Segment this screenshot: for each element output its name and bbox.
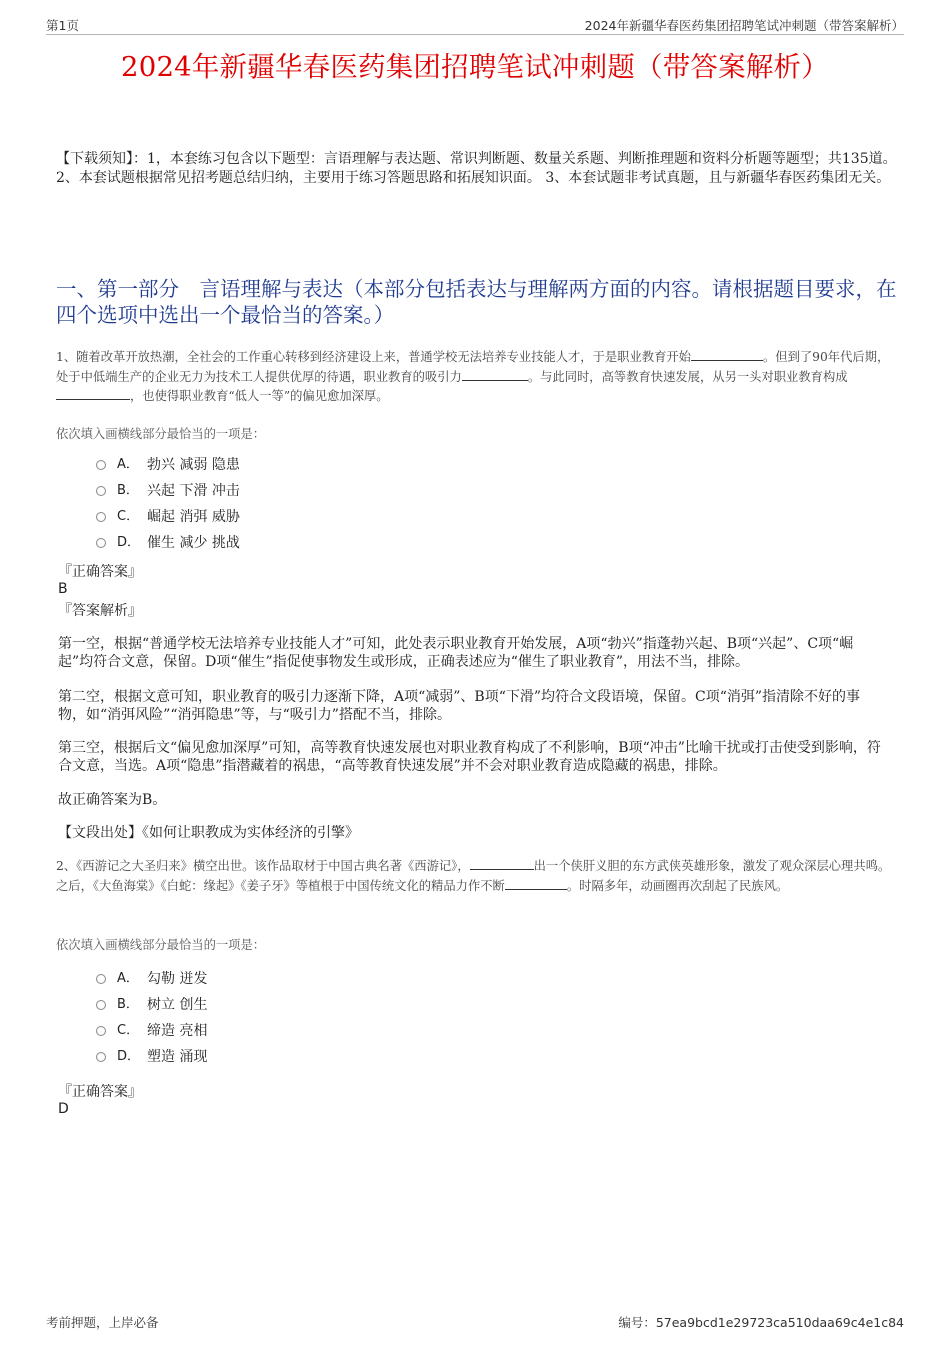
q1-analysis-para: 第三空，根据后文“偏见愈加深厚”可知，高等教育快速发展也对职业教育构成了不利影响，B项“冲击”比喻干扰或打击使受到影响，符合文意，当选。A项“隐患”指潜藏着的祸患，“高等教育快速发展”并不会对职业教育造成隐藏的祸患，排除。 — [58, 740, 881, 774]
q2-text-part1: 2、《西游记之大圣归来》横空出世。该作品取材于中国古典名著《西游记》， — [56, 859, 470, 873]
page-number: 第1页 — [46, 18, 79, 33]
q1-text-part1: 1、随着改革开放热潮，全社会的工作重心转移到经济建设上来，普通学校无法培养专业技能人才，于是职业教育开始 — [56, 350, 691, 364]
blank-line — [505, 877, 567, 890]
q2-options — [96, 966, 207, 1070]
question-1-stem — [56, 348, 901, 407]
blank-line — [56, 387, 130, 400]
q1-option-d[interactable] — [96, 530, 240, 556]
option-letter: D． — [117, 535, 141, 550]
header-doc-title: 2024年新疆华春医药集团招聘笔试冲刺题（带答案解析） — [584, 18, 904, 33]
option-text: 勃兴 减弱 隐患 — [147, 457, 240, 473]
code-value: 57ea9bcd1e29723ca510daa69c4e1c84 — [655, 1315, 904, 1330]
option-text: 兴起 下滑 冲击 — [147, 483, 240, 499]
radio-icon[interactable] — [96, 486, 106, 496]
q2-answer: D — [58, 1101, 69, 1117]
q1-text-part4: ，也使得职业教育“低人一等”的偏见愈加深厚。 — [130, 389, 389, 403]
option-letter: D． — [117, 1049, 141, 1064]
blank-line — [691, 348, 763, 361]
blank-line — [470, 857, 534, 870]
option-letter: C． — [117, 509, 140, 524]
radio-icon[interactable] — [96, 538, 106, 548]
q2-option-b[interactable] — [96, 992, 207, 1018]
q1-text-part2: 。但到了90年代后期，处于中低端生产的企业无力为技术工人提供优厚的待遇，职业教育的吸引力 — [56, 350, 890, 384]
q2-answer-label: 『正确答案』 — [58, 1084, 142, 1100]
code-label: 编号： — [618, 1315, 656, 1330]
radio-icon[interactable] — [96, 974, 106, 984]
q2-option-a[interactable] — [96, 966, 207, 992]
q1-source: 【文段出处】《如何让职教成为实体经济的引擎》 — [58, 825, 359, 841]
q1-answer-label: 『正确答案』 — [58, 564, 142, 580]
q1-analysis-para: 第一空，根据“普通学校无法培养专业技能人才”可知，此处表示职业教育开始发展，A项“勃兴”指蓬勃兴起、B项“兴起”、C项“崛起”均符合文意，保留。D项“催生”指促使事物发生或形成，正确表述应为“催生了职业教育”，用法不当，排除。 — [58, 636, 854, 670]
q1-option-b[interactable] — [96, 478, 240, 504]
q1-analysis-label: 『答案解析』 — [58, 603, 142, 619]
q1-text-part3: 。与此同时，高等教育快速发展，从另一头对职业教育构成 — [527, 369, 848, 384]
option-letter: C． — [117, 1023, 140, 1038]
q1-analysis-conclusion: 故正确答案为B。 — [58, 792, 167, 808]
section-heading: 一、第一部分 言语理解与表达（本部分包括表达与理解两方面的内容。请根据题目要求，在四个选项中选出一个最恰当的答案。） — [56, 277, 897, 327]
option-text: 树立 创生 — [147, 997, 208, 1013]
q2-instruction: 依次填入画横线部分最恰当的一项是： — [56, 938, 266, 952]
q2-text-part3: 。时隔多年，动画圈再次刮起了民族风。 — [566, 878, 789, 893]
option-letter: A． — [117, 971, 139, 986]
q2-text-part2: 出一个侠肝义胆的东方武侠英雄形象，激发了观众深层心理共鸣。之后，《大鱼海棠》《白蛇：缘起》《姜子牙》等植根于中国传统文化的精品力作不断 — [56, 859, 891, 893]
radio-icon[interactable] — [96, 1052, 106, 1062]
radio-icon[interactable] — [96, 512, 106, 522]
option-letter: B． — [117, 997, 139, 1012]
q1-option-c[interactable] — [96, 504, 240, 530]
q2-option-d[interactable] — [96, 1044, 207, 1070]
question-2-stem — [56, 857, 901, 896]
radio-icon[interactable] — [96, 1000, 106, 1010]
radio-icon[interactable] — [96, 1026, 106, 1036]
option-text: 崛起 消弭 威胁 — [147, 509, 240, 525]
download-notice: 【下载须知】：1，本套练习包含以下题型：言语理解与表达题、常识判断题、数量关系题、判断推理题和资料分析题等题型；共135道。 2、本套试题根据常见招考题总结归纳，主要用于练习答题思路和拓展知识面。 3、本套试题非考试真题，且与新疆华春医药集团无关。 — [56, 151, 897, 186]
q1-answer: B — [58, 581, 68, 597]
q1-option-a[interactable] — [96, 452, 240, 478]
option-letter: B． — [117, 483, 139, 498]
blank-line — [462, 368, 528, 381]
option-text: 催生 减少 挑战 — [147, 535, 240, 551]
footer-code — [618, 1313, 904, 1331]
q2-option-c[interactable] — [96, 1018, 207, 1044]
option-letter: A． — [117, 457, 139, 472]
q1-instruction: 依次填入画横线部分最恰当的一项是： — [56, 427, 266, 441]
document-title: 2024年新疆华春医药集团招聘笔试冲刺题（带答案解析） — [121, 51, 829, 83]
option-text: 勾勒 迸发 — [147, 971, 208, 987]
page-header — [46, 14, 904, 35]
q1-options — [96, 452, 240, 556]
q1-analysis-para: 第二空，根据文意可知，职业教育的吸引力逐渐下降，A项“减弱”、B项“下滑”均符合文段语境，保留。C项“消弭”指清除不好的事物，如“消弭风险”“消弭隐患”等，与“吸引力”搭配不当，排除。 — [58, 689, 861, 723]
option-text: 缔造 亮相 — [147, 1023, 208, 1039]
option-text: 塑造 涌现 — [147, 1049, 208, 1065]
radio-icon[interactable] — [96, 460, 106, 470]
footer-slogan: 考前押题，上岸必备 — [46, 1315, 159, 1330]
